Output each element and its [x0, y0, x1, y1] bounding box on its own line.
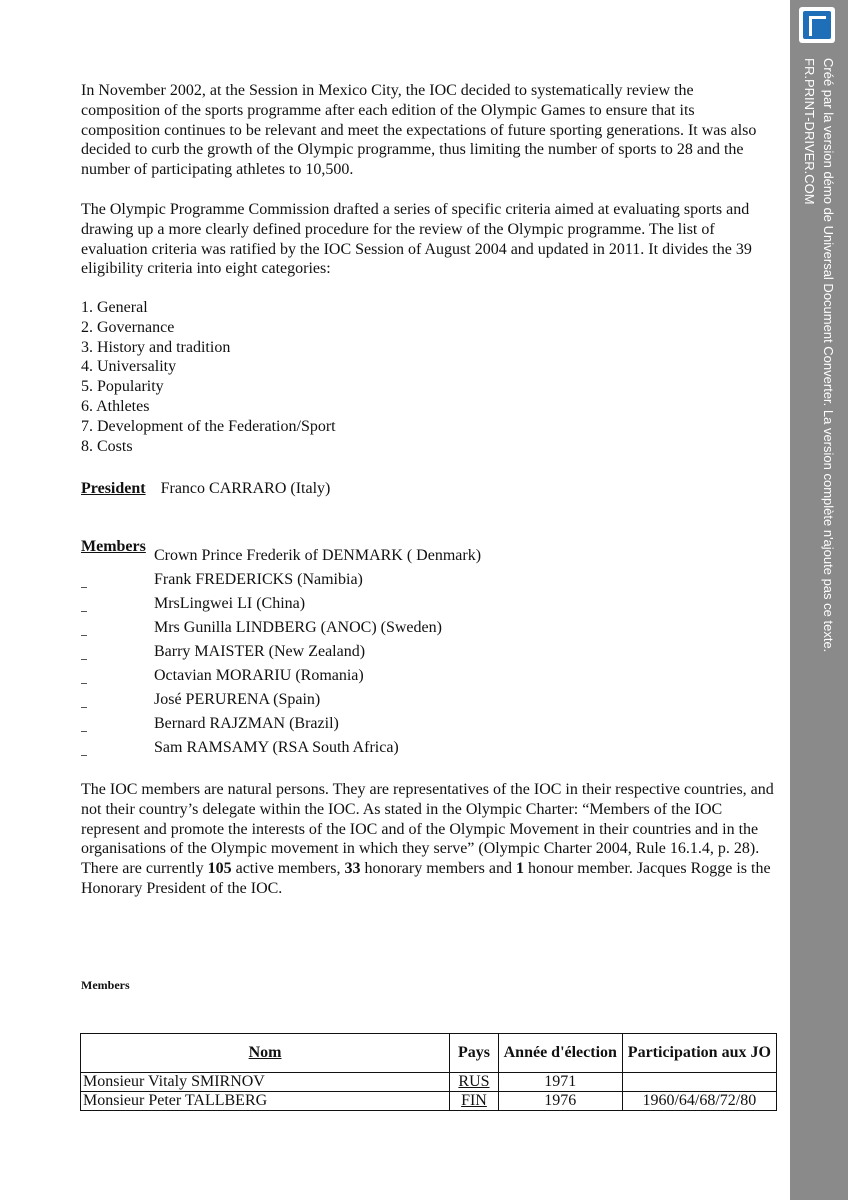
member-item: Frank FREDERICKS (Namibia) — [154, 571, 363, 588]
members-table — [80, 1033, 777, 1111]
criteria-paragraph: The Olympic Programme Commission drafted a series of specific criteria aimed at evaluating sports and drawing up a more clearly defined procedure for the review of the Olympic programme. The list of evaluation criteria was ratified by the IOC Session of August 2004 and updated in 2011. It divides the 39 eligibility criteria into eight categories: — [81, 201, 752, 278]
member-item: MrsLingwei LI (China) — [154, 595, 306, 612]
banner-line-1: Créé par la version démo de Universal Document Converter. La version complète n'ajoute pas ce texte. — [821, 58, 836, 653]
list-item: 5. Popularity — [81, 378, 164, 396]
header-pays: Pays — [450, 1034, 499, 1073]
member-dash — [81, 683, 87, 684]
header-annee: Année d'élection — [498, 1034, 622, 1073]
table-row — [81, 1073, 777, 1092]
members-label: Members — [81, 538, 146, 555]
cell-nom: Monsieur Peter TALLBERG — [81, 1092, 450, 1111]
cell-pays-link[interactable]: RUS — [450, 1073, 499, 1092]
ioc-text: honour member. Jacques Rogge is the Honorary President of the IOC. — [81, 860, 771, 897]
member-dash — [81, 707, 87, 708]
president-line — [81, 479, 330, 499]
member-dash — [81, 611, 87, 612]
list-item: 6. Athletes — [81, 397, 150, 415]
table-row — [81, 1092, 777, 1111]
udc-logo-icon — [799, 7, 835, 43]
member-item: Barry MAISTER (New Zealand) — [154, 643, 366, 660]
member-item: Sam RAMSAMY (RSA South Africa) — [154, 739, 399, 756]
cell-annee: 1976 — [498, 1092, 622, 1111]
member-item: José PERURENA (Spain) — [154, 691, 321, 708]
list-item: 7. Development of the Federation/Sport — [81, 417, 336, 435]
ioc-text: honorary members and — [360, 860, 516, 878]
header-jo: Participation aux JO — [622, 1034, 776, 1073]
member-dash — [81, 731, 87, 732]
member-item: Mrs Gunilla LINDBERG (ANOC) (Sweden) — [154, 619, 442, 636]
honour-count: 1 — [515, 860, 524, 878]
ioc-paragraph — [81, 780, 776, 899]
honorary-count: 33 — [344, 860, 361, 878]
logo-inner — [803, 11, 831, 39]
cell-annee: 1971 — [498, 1073, 622, 1092]
member-dash — [81, 659, 87, 660]
cell-nom: Monsieur Vitaly SMIRNOV — [81, 1073, 450, 1092]
list-item: 4. Universality — [81, 358, 177, 376]
member-item: Bernard RAJZMAN (Brazil) — [154, 715, 339, 732]
member-dash — [81, 635, 87, 636]
president-label: President — [81, 480, 146, 497]
intro-paragraph: In November 2002, at the Session in Mexico City, the IOC decided to systematically review the composition of the sports programme after each edition of the Olympic Games to ensure that its composition continues to be relevant and meet the expectations of future sporting generations. It was also decided to curb the growth of the Olympic programme, thus limiting the number of sports to 28 and the number of participating athletes to 10,500. — [81, 82, 757, 179]
cell-jo: 1960/64/68/72/80 — [622, 1092, 776, 1111]
active-count: 105 — [207, 860, 232, 878]
list-item: 2. Governance — [81, 318, 175, 336]
logo-mark — [809, 16, 826, 36]
header-nom: Nom — [81, 1034, 450, 1073]
demo-banner — [790, 0, 848, 1200]
president-name: Franco CARRARO (Italy) — [160, 480, 331, 497]
ioc-text: The IOC members are natural persons. They are representatives of the IOC in their respective countries, and not their country’s delegate within the IOC. As stated in the Olympic Charter: “Members of the IOC represent and promote the interests of the IOC and of the Olympic Movement in their countries and in the organisations of the Olympic movement in which they serve” (Olympic Charter 2004, Rule 16.1.4, p. 28). There are currently — [81, 781, 774, 878]
member-item: Crown Prince Frederik of DENMARK ( Denmark) — [154, 547, 482, 564]
member-dash — [81, 755, 87, 756]
categories-list — [81, 298, 336, 456]
cell-pays-link[interactable]: FIN — [450, 1092, 499, 1111]
banner-line-2[interactable]: FR.PRINT-DRIVER.COM — [802, 58, 817, 205]
member-item: Octavian MORARIU (Romania) — [154, 667, 364, 684]
members-table-label: Members — [81, 978, 130, 992]
cell-jo — [622, 1073, 776, 1092]
member-dash — [81, 587, 87, 588]
demo-banner-text — [800, 58, 838, 652]
list-item: 8. Costs — [81, 437, 133, 455]
list-item: 3. History and tradition — [81, 338, 231, 356]
ioc-text: active members, — [231, 860, 345, 878]
table-header-row — [81, 1034, 777, 1073]
list-item: 1. General — [81, 299, 148, 316]
